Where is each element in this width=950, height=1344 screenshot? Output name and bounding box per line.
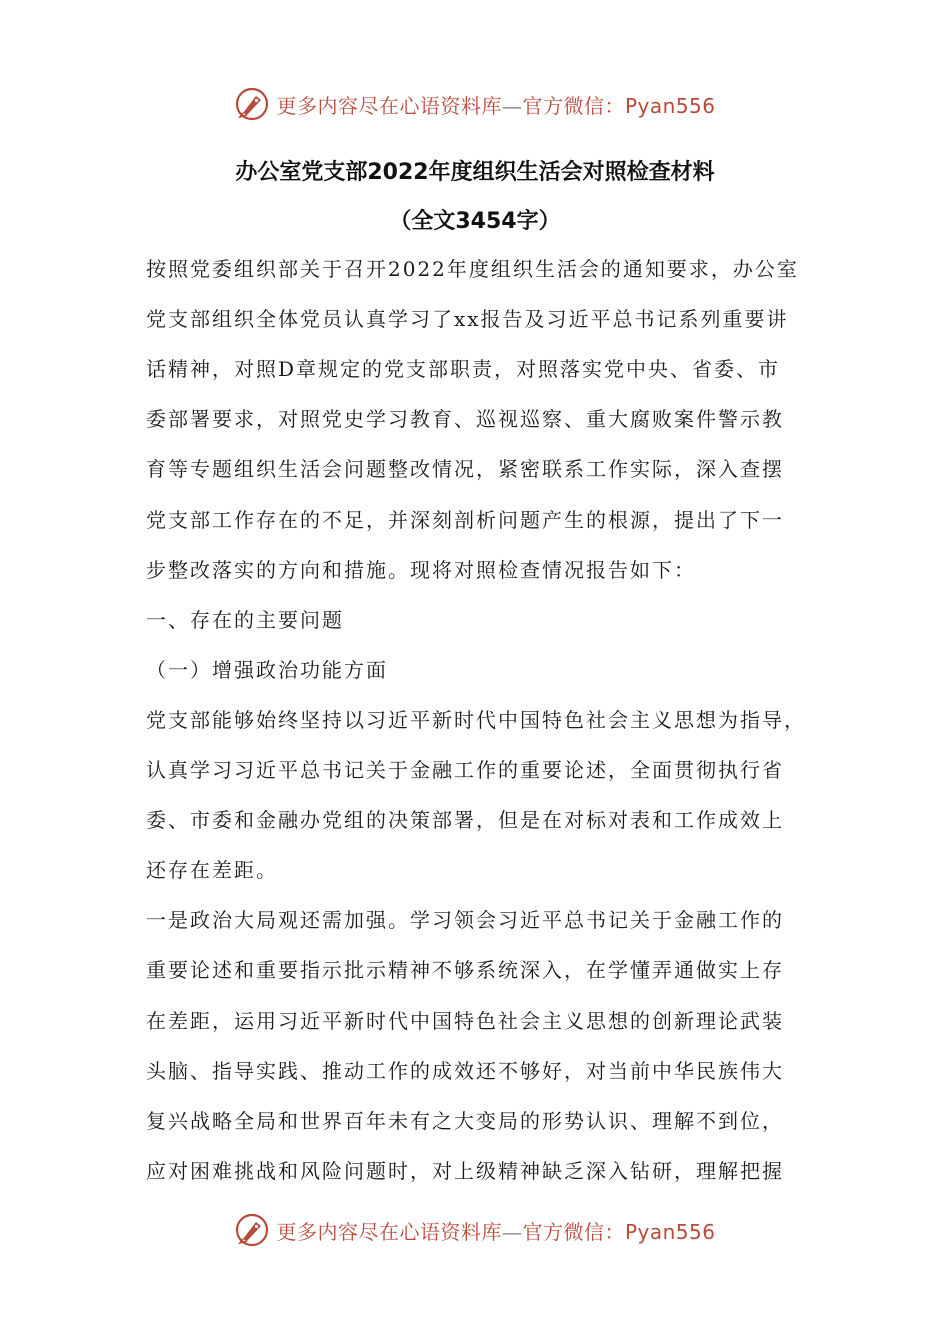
body-line: 还存在差距。 xyxy=(146,858,278,883)
body-line: 一是政治大局观还需加强。学习领会习近平总书记关于金融工作的 xyxy=(146,908,784,933)
body-line: 应对困难挑战和风险问题时，对上级精神缺乏深入钻研，理解把握 xyxy=(146,1158,784,1183)
pen-nib-logo-icon xyxy=(234,1212,270,1248)
document-title: 办公室党支部2022年度组织生活会对照检查材料 xyxy=(235,160,715,185)
header-watermark xyxy=(0,82,950,126)
body-line: 话精神，对照D章规定的党支部职责，对照落实党中央、省委、市 xyxy=(146,357,781,382)
body-line: 重要论述和重要指示批示精神不够系统深入，在学懂弄通做实上存 xyxy=(146,958,784,983)
body-line: 步整改落实的方向和措施。现将对照检查情况报告如下： xyxy=(146,557,696,582)
body-line: 在差距，运用习近平新时代中国特色社会主义思想的创新理论武装 xyxy=(146,1008,784,1033)
body-line: 委部署要求，对照党史学习教育、巡视巡察、重大腐败案件警示教 xyxy=(146,407,784,432)
footer-watermark xyxy=(0,1208,950,1252)
watermark-text: 更多内容尽在心语资料库—官方微信：Pyan556 xyxy=(276,93,716,118)
pen-nib-logo-icon xyxy=(234,86,270,122)
body-line: 按照党委组织部关于召开2022年度组织生活会的通知要求，办公室 xyxy=(146,257,799,281)
body-line: 头脑、指导实践、推动工作的成效还不够好，对当前中华民族伟大 xyxy=(146,1058,784,1083)
body-line: 复兴战略全局和世界百年未有之大变局的形势认识、理解不到位， xyxy=(146,1108,784,1133)
body-line: 一、存在的主要问题 xyxy=(146,607,344,632)
document-subtitle: （全文3454字） xyxy=(389,209,561,234)
body-line: 育等专题组织生活会问题整改情况，紧密联系工作实际，深入查摆 xyxy=(146,457,784,482)
body-line: 党支部组织全体党员认真学习了xx报告及习近平总书记系列重要讲 xyxy=(146,307,789,332)
body-line: 党支部工作存在的不足，并深刻剖析问题产生的根源，提出了下一 xyxy=(146,507,784,532)
body-line: 委、市委和金融办党组的决策部署，但是在对标对表和工作成效上 xyxy=(146,808,784,833)
body-line: （一）增强政治功能方面 xyxy=(146,657,388,682)
body-line: 党支部能够始终坚持以习近平新时代中国特色社会主义思想为指导， xyxy=(146,707,806,732)
body-line: 认真学习习近平总书记关于金融工作的重要论述，全面贯彻执行省 xyxy=(146,758,784,782)
watermark-text: 更多内容尽在心语资料库—官方微信：Pyan556 xyxy=(276,1219,716,1244)
